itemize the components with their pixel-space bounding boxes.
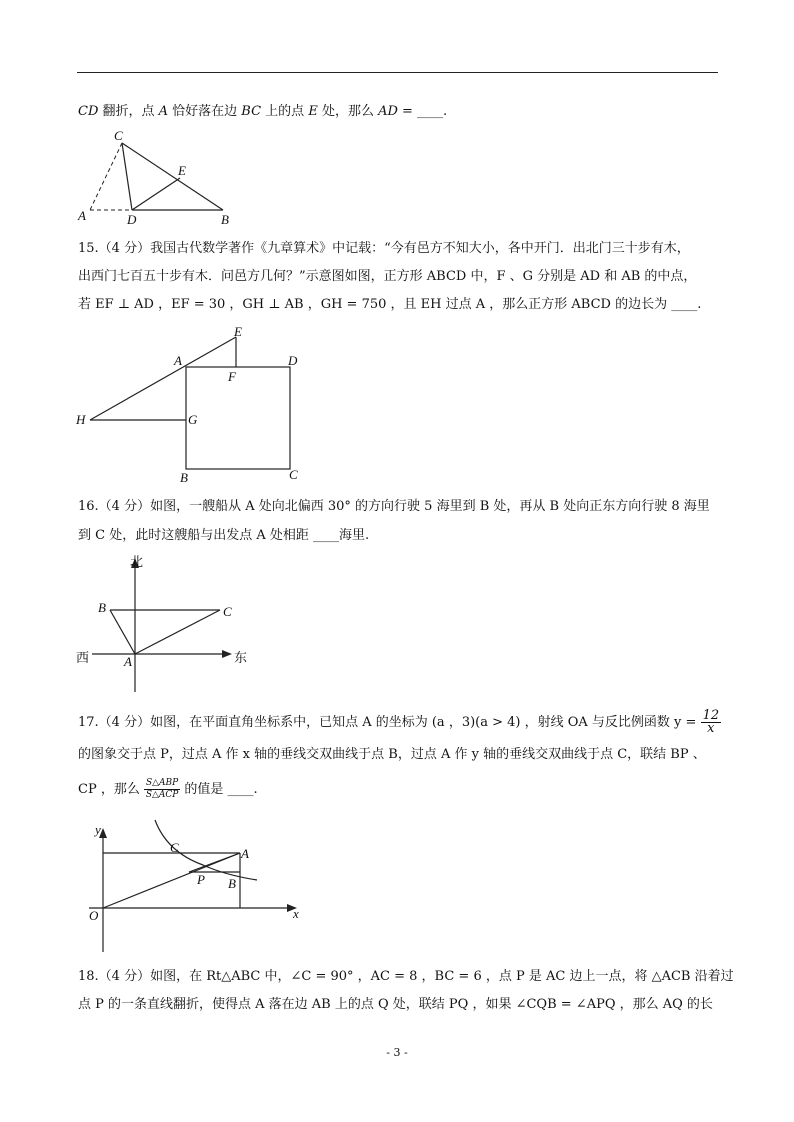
q16-label-north: 北: [130, 554, 144, 569]
q15-label-E: E: [234, 324, 242, 339]
q16-figure: [72, 552, 257, 697]
q15-label-G: G: [188, 412, 198, 427]
q17-function-fraction: $\frac{12}{x}$: [702, 708, 720, 736]
q16-label-C: C: [223, 604, 232, 619]
q17-line3: CP ，那么 $\frac{\text{S△ABP}}{\text{S△ACP}}$ 的值是 ____.: [78, 778, 258, 800]
q17-line2: 的图象交于点 P，过点 A 作 x 轴的垂线交双曲线于点 B，过点 A 作 y 轴的垂线交双曲线于点 C，联结 BP 、: [78, 747, 706, 762]
q17-figure: [85, 820, 310, 960]
q15-line2: 出西门七百五十步有木．问邑方几何？”示意图如图，正方形 ABCD 中，F 、G 分别是 AD 和 AB 的中点，: [78, 269, 697, 284]
q17-area-ratio: $\frac{\text{S△ABP}}{\text{S△ACP}}$: [145, 778, 179, 800]
q14-label-E: E: [178, 163, 186, 178]
q17-label-O: O: [89, 908, 99, 923]
q17-line1: 17.（4 分）如图，在平面直角坐标系中，已知点 A 的坐标为 (a ，3)(a > 4) ，射线 OA 与反比例函数 y = $\frac{12}{x}$: [78, 708, 720, 736]
page-number: - 3 -: [386, 1046, 408, 1059]
q15-label-D: D: [288, 353, 298, 368]
q17-label-A: A: [241, 846, 249, 861]
q16-label-west: 西: [76, 650, 90, 665]
q16-line2: 到 C 处，此时这艘船与出发点 A 处相距 ____海里.: [78, 528, 370, 543]
q15-label-F: F: [228, 369, 236, 384]
q17-label-x: x: [293, 906, 299, 921]
q15-label-B: B: [180, 470, 188, 485]
q17-label-B: B: [228, 876, 236, 891]
header-rule: [77, 72, 718, 73]
q16-label-A: A: [124, 654, 132, 669]
q15-label-H: H: [76, 412, 86, 427]
q16-line1: 16.（4 分）如图，一艘船从 A 处向北偏西 30° 的方向行驶 5 海里到 B 处，再从 B 处向正东方向行驶 8 海里: [78, 499, 710, 514]
q14-label-B: B: [221, 212, 229, 227]
q15-line3: 若 EF ⊥ AD ，EF = 30 ，GH ⊥ AB ，GH = 750 ，且 EH 过点 A ，那么正方形 ABCD 的边长为 ____.: [78, 297, 702, 312]
q14-figure: [70, 128, 240, 228]
q16-label-east: 东: [234, 650, 248, 665]
q14-label-C: C: [114, 128, 123, 143]
q14-label-D: D: [127, 212, 137, 227]
q15-label-A: A: [174, 353, 182, 368]
q18-line2: 点 P 的一条直线翻折，使得点 A 落在边 AB 上的点 Q 处，联结 PQ ，如果 ∠CQB = ∠APQ ，那么 AQ 的长: [78, 997, 713, 1012]
q15-label-C: C: [289, 467, 298, 482]
q15-line1: 15.（4 分）我国古代数学著作《九章算术》中记载：“今有邑方不知大小，各中开门．出北门三十步有木，: [78, 241, 690, 256]
q18-line1: 18.（4 分）如图，在 Rt△ABC 中，∠C = 90° ，AC = 8 ，BC = 6 ，点 P 是 AC 边上一点，将 △ACB 沿着过: [78, 969, 734, 984]
q14-label-A: A: [78, 208, 86, 223]
q17-label-y: y: [95, 822, 101, 837]
q14-text: CD 翻折，点 A 恰好落在边 BC 上的点 E 处，那么 AD = ____.: [78, 104, 448, 119]
q17-label-P: P: [197, 872, 205, 887]
q17-label-C: C: [170, 840, 179, 855]
q16-label-B: B: [98, 600, 106, 615]
q15-figure: [70, 325, 310, 490]
